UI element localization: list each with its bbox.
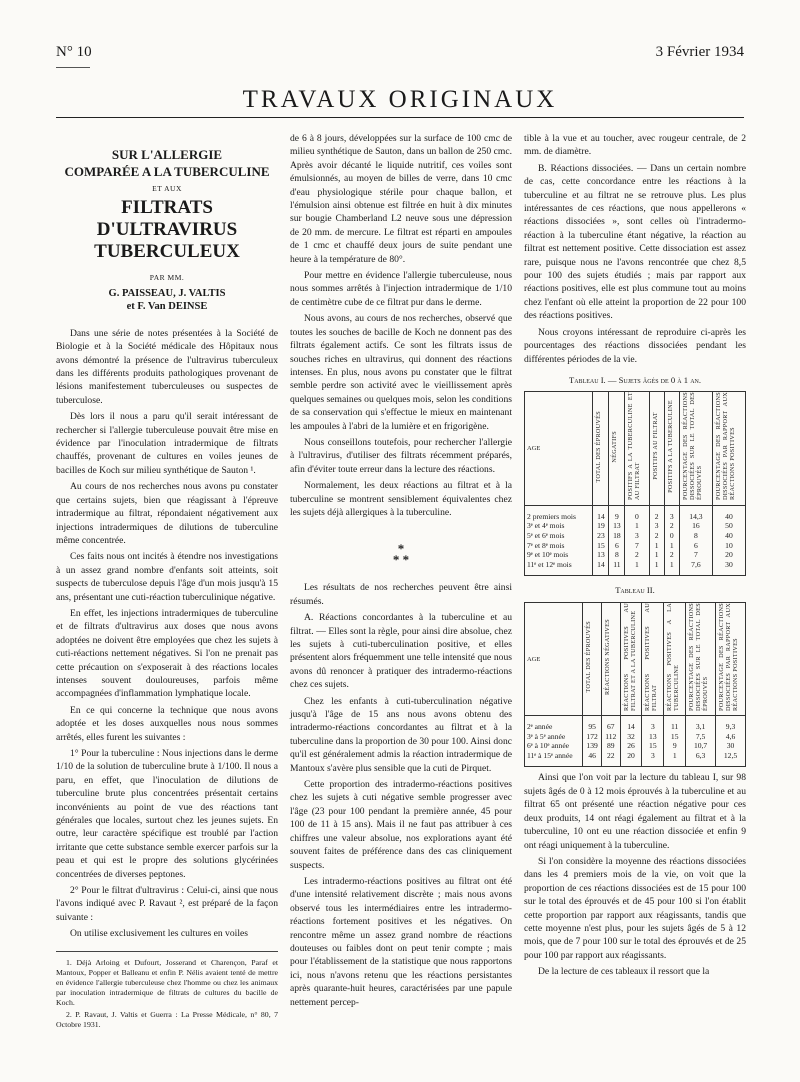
table-cell: 15: [642, 741, 664, 751]
column-2-results: [290, 611, 512, 1009]
footnotes: [56, 951, 278, 1030]
table-cell: 112: [602, 732, 621, 742]
table-cell: 30: [712, 560, 745, 576]
paragraph: Au cours de nos recherches nous avons pu constater que certains sujets, bien que réagissant à l'épreuve intradermique au filtrat, répondaient négativement aux injections intradermiques de dilutions de tuberculine même concentrée.: [56, 481, 278, 546]
table-cell: 11: [609, 560, 625, 576]
table-cell: 11ᵉ et 12ᵉ mois: [525, 560, 593, 576]
paragraph: En effet, les injections intradermiques de tuberculine et de filtrats d'ultravirus aux doses que nous avons adoptées ne doivent être employées que chez les sujets à cuti-réactions nettement négatives. Si l'on ne prenait pas cette précaution on s'exposerait à des réactions locales intenses souvent douloureuses, parfois même accompagnées d'inflammation lymphatique locale.: [56, 607, 278, 700]
section-separator: * * *: [392, 541, 410, 568]
table-row: [525, 541, 746, 551]
table-cell: 4,6: [716, 732, 746, 742]
article-title-line4: TUBERCULEUX: [94, 241, 240, 263]
table-cell: 14: [593, 560, 609, 576]
table-row: [525, 732, 746, 742]
results-intro: Les résultats de nos recherches peuvent être ainsi résumés.: [290, 582, 512, 607]
table-cell: 2ᵉ année: [525, 716, 583, 732]
table-cell: 1: [664, 751, 686, 767]
article-title-conjunction: ET AUX: [152, 184, 182, 193]
section-title: TRAVAUX ORIGINAUX: [242, 86, 558, 113]
table-cell: 3: [642, 716, 664, 732]
table-row: [525, 751, 746, 767]
table-header-cell: POURCENTAGE DES RÉACTIONS DISSOCIÉES SUR LE TOTAL DES ÉPROUVÉS: [686, 602, 716, 715]
table-cell: 8: [679, 531, 712, 541]
table-cell: 2: [649, 531, 664, 541]
table-cell: 9,3: [716, 716, 746, 732]
table-cell: 1: [664, 560, 679, 576]
table-header-cell: RÉACTIONS POSITIVES A LA TUBERCULINE: [664, 602, 686, 715]
paragraph: De la lecture de ces tableaux il ressort que la: [538, 966, 710, 978]
table-header-cell: POSITIFS AU FILTRAT: [649, 392, 664, 505]
table-cell: 95: [583, 716, 602, 732]
table-cell: 26: [620, 741, 642, 751]
paragraph: tible à la vue et au toucher, avec rougeur centrale, de 2 mm. de diamètre.: [524, 133, 746, 158]
table-cell: 7: [679, 550, 712, 560]
column-1-body: [56, 327, 278, 941]
issue-date: 3 Février 1934: [655, 44, 744, 60]
paragraph: Ainsi que l'on voit par la lecture du tableau I, sur 98 sujets âgés de 0 à 12 mois éprouvés à la tuberculine et au filtrat 65 ont présenté une réaction négative pour ces deux produits, 14 ont réagi également au filtrat et à la tuberculine, 10 ont eu une réaction dissociée et enfin 9 ont réagi uniquement à la tuberculine.: [524, 772, 746, 851]
table-cell: 10,7: [686, 741, 716, 751]
table-cell: 3: [664, 505, 679, 521]
article-title-line1: SUR L'ALLERGIE: [111, 147, 223, 162]
paragraph: Dans une série de notes présentées à la Société de Biologie et à la Société médicale des Hôpitaux nous avons démontré la présence de l'ultravirus tuberculeux dans les différents produits pathologiques provenant de lésions manifestement tuberculeuses ou suspectes de tuberculose.: [56, 327, 278, 406]
title-rule: [56, 117, 744, 118]
table-row: [525, 531, 746, 541]
paragraph: A. Réactions concordantes à la tuberculine et au filtrat. — Elles sont la règle, pour ainsi dire absolue, chez les sujets à cuti-tuberculination positive, et elles présentent alors fréquemment une telle intensité que nous avons dû renoncer à pratiquer des intradermo-réactions chez ces sujets.: [290, 612, 512, 691]
article-title-line3: FILTRATS D'ULTRAVIRUS: [96, 197, 238, 241]
table-cell: 3ᵉ à 5ᵉ année: [525, 732, 583, 742]
paragraph: Les intradermo-réactions positives au filtrat ont été d'une intensité relativement discrète ; mais nous avons observé tous les intermédiaires entre les intradermo-réactions fortement positives et les négatives. On rencontre même un assez grand nombre de réactions douteuses ou faibles dont on peut tenir compte ; mais pour l'établissement de la statistique que nous rapportons ici, nous n'avons retenu que les réactions persistantes après quarante-huit heures, caractérisées par une papule nettement percep-: [290, 875, 512, 1008]
table-cell: 46: [583, 751, 602, 767]
paragraph: En ce qui concerne la technique que nous avons adoptée et les doses auxquelles nous nous sommes arrêtés, elles furent les suivantes :: [56, 704, 278, 743]
table-2-caption: Tableau II.: [615, 585, 655, 596]
table-cell: 89: [602, 741, 621, 751]
table-cell: 5ᵉ et 6ᵉ mois: [525, 531, 593, 541]
paragraph: B. Réactions dissociées. — Dans un certain nombre de cas, cette concordance entre les réactions à la tuberculine et au filtrat ne se retrouve plus. Les plus intéressantes de ces réactions, que nous appellerons « réactions dissociées », sont celles où l'intradermo-réaction à la tuberculine étant négative, la réaction au filtrat est nettement positive. Cette dissociation est assez rare, puisque nous ne l'avons rencontrée que chez 8,5 pour 100 des sujets étudiés ; mais par rapport aux réactions positives, elle est plus commune tout au moins chez l'enfant où elle atteint la proportion de 22 pour 100 des réactions positives.: [524, 162, 746, 322]
table-cell: 2: [625, 550, 649, 560]
table-1: [524, 391, 746, 576]
table-cell: 0: [625, 505, 649, 521]
article-authors-1: G. PAISSEAU, J. VALTIS: [108, 287, 226, 299]
table-cell: 50: [712, 521, 745, 531]
table-cell: 13: [593, 550, 609, 560]
table-cell: 16: [679, 521, 712, 531]
paragraph: 1° Pour la tuberculine : Nous injections dans le derme 1/10 de la solution de tuberculine brute à 1/100. Il nous a paru, en effet, que l'inoculation de dilutions de tuberculine brute plus concentrées présentait certains inconvénients au point de vue des réactions tant générales que locales, surtout chez les jeunes sujets. En outre, leur caractère spécifique est troublé par l'action irritante que cette substance semble exercer parfois sur la peau et qui est le propre des solutions glycérinées concentrées de diverses peptones.: [56, 748, 278, 880]
table-cell: 6ᵉ à 10ᵉ année: [525, 741, 583, 751]
table-cell: 14: [593, 505, 609, 521]
table-row: [525, 521, 746, 531]
paragraph: Nous avons, au cours de nos recherches, observé que toutes les souches de bacille de Koch ne donnent pas des filtrats également actifs. Ce sont les filtrats issus de souches riches en ultravirus, qui donnent des réactions intenses. En plus, nous avons pu constater que le filtrat semble perdre son activité avec le vieillissement après quelques semaines ou quelques mois, selon les conditions de sa conservation qui s'effectue le mieux en maintenant les ampoules à l'abri de la lumière et en frigorigène.: [290, 313, 512, 432]
table-cell: 2: [664, 550, 679, 560]
table-cell: 67: [602, 716, 621, 732]
article-heading: [56, 146, 278, 313]
table-cell: 2: [664, 521, 679, 531]
paragraph: de 6 à 8 jours, développées sur la surface de 100 cmc de milieu synthétique de Sauton, dans un ballon de 250 cmc. Après avoir décanté le liquide nutritif, ces voiles sont émulsionnés, au moyen de billes de verre, dans 10 cmc d'eau physiologique stérile pour chaque ballon, et l'émulsion ainsi obtenue est filtrée en huit à dix minutes sur bougie Chamberland L2 neuve sous une dépression de 20 mm. de mercure. Le filtrat est réparti en ampoules de 1 cmc et chauffé deux jours de suite pendant une heure à la température de 80°.: [290, 133, 512, 265]
table-header-cell: RÉACTIONS POSITIVES AU FILTRAT: [642, 602, 664, 715]
table-cell: 1: [625, 560, 649, 576]
table-cell: 23: [593, 531, 609, 541]
header-rule: [56, 67, 90, 68]
table-cell: 10: [712, 541, 745, 551]
table-header-cell: RÉACTIONS POSITIVES AU FILTRAT ET A LA TUBERCULINE: [620, 602, 642, 715]
article-par: PAR MM.: [149, 273, 185, 283]
table-cell: 13: [609, 521, 625, 531]
paragraph: Cette proportion des intradermo-réactions positives chez les sujets à cuti négative semble progresser avec l'âge (23 pour 100 pendant la première année, 45 pour 100 de 11 à 15 ans). Mais il ne faut pas attribuer à ces chiffres une valeur absolue, nos explorations ayant été souvent faites de préférence dans des cas cliniquement suspects.: [290, 779, 512, 871]
table-row: [525, 560, 746, 576]
table-row: [525, 741, 746, 751]
paragraph: Dès lors il nous a paru qu'il serait intéressant de rechercher si l'allergie tuberculeuse pouvait être mise en évidence par l'inoculation intradermique de filtrats chauffés, provenant de cultures en voiles jeunes de bacilles de Koch sur milieu synthétique de Sauton ¹.: [56, 411, 278, 476]
table-cell: 14,3: [679, 505, 712, 521]
table-cell: 11ᵉ à 15ᵉ année: [525, 751, 583, 767]
paragraph: Normalement, les deux réactions au filtrat et à la tuberculine se montrent sensiblement équivalentes chez les sujets déjà allergiques à la tuberculine.: [290, 480, 512, 518]
table-cell: 20: [712, 550, 745, 560]
paragraph: On utilise exclusivement les cultures en voiles: [70, 928, 248, 940]
table-header-cell: POURCENTAGE DES RÉACTIONS DISSOCIÉES PAR RAPPORT AUX RÉACTIONS POSITIVES: [712, 392, 745, 505]
table-cell: 1: [625, 521, 649, 531]
table-cell: 3: [649, 521, 664, 531]
column-3-body: [524, 132, 746, 366]
paragraph: Pour mettre en évidence l'allergie tuberculeuse, nous nous sommes arrêtés à l'injection intradermique de 1/10 de centimètre cube de ce filtrat pur dans le derme.: [290, 270, 512, 308]
table-cell: 1: [649, 560, 664, 576]
table-cell: 13: [642, 732, 664, 742]
table-header-cell: RÉACTIONS NÉGATIVES: [602, 602, 621, 715]
table-cell: 19: [593, 521, 609, 531]
article-title-line2: COMPARÉE A LA TUBERCULINE: [64, 164, 270, 179]
table-cell: 8: [609, 550, 625, 560]
paragraph: Nous conseillons toutefois, pour rechercher l'allergie à l'ultravirus, d'utiliser des filtrats récemment préparés, afin d'éviter toute erreur dans la lecture des réactions.: [290, 436, 512, 475]
table-cell: 3: [642, 751, 664, 767]
table-cell: 3,1: [686, 716, 716, 732]
column-1: [56, 132, 278, 1032]
table-cell: 1: [664, 541, 679, 551]
table-cell: 9: [664, 741, 686, 751]
footnote: 1. Déjà Arloing et Dufourt, Josserand et Charençon, Paraf et Mantoux, Popper et Balleanu et enfin P. Nélis avaient tenté de mettre en évidence l'allergie tuberculeuse chez l'homme ou chez les animaux par inoculation intradermique de filtrats de cultures du bacille de Koch.: [56, 957, 278, 1007]
table-row: [525, 505, 746, 521]
table-cell: 6: [609, 541, 625, 551]
table-header-cell: AGE: [525, 392, 593, 505]
table-cell: 1: [649, 541, 664, 551]
table-cell: 139: [583, 741, 602, 751]
table-cell: 20: [620, 751, 642, 767]
table-header-cell: POURCENTAGE DES RÉACTIONS DISSOCIÉES PAR RAPPORT AUX RÉACTIONS POSITIVES: [716, 602, 746, 715]
table-2: [524, 602, 746, 768]
running-header: [56, 44, 744, 64]
table-cell: 14: [620, 716, 642, 732]
table-header-cell: POURCENTAGE DES RÉACTIONS DISSOCIÉES SUR LE TOTAL DES ÉPROUVÉS: [679, 392, 712, 505]
table-cell: 18: [609, 531, 625, 541]
paragraph: Chez les enfants à cuti-tuberculination négative jusqu'à l'âge de 15 ans nous avons obtenu des intradermo-réactions concordantes au filtrat et à la tuberculine dans la proportion de 30 pour 100. Ainsi donc qu'il est généralement admis la réaction intradermique de Mantoux s'avère plus sensible que la cuti de Pirquet.: [290, 695, 512, 774]
table-1-caption: Tableau I. — Sujets âgés de 0 à 1 an.: [568, 374, 702, 385]
table-cell: 7,5: [686, 732, 716, 742]
column-2-body: [290, 132, 512, 519]
paragraph: Si l'on considère la moyenne des réactions dissociées dans les 4 premiers mois de la vie, on voit que la proportion de ces réactions dissociées est de 15 pour 100 sur le total des éprouvés et de 45 pour 100 si l'on établit cette proportion par rapport aux réagissants, tandis que cette moyenne n'est plus, pour les sujets âgés de 5 à 12 mois, que de 7 pour 100 sur le total des éprouvés et de 25 pour 100 par rapport aux réagissants.: [524, 855, 746, 961]
column-3: [524, 132, 746, 982]
table-header-cell: TOTAL DES ÉPROUVÉS: [593, 392, 609, 505]
column-3-discussion: [524, 771, 746, 978]
table-cell: 3: [625, 531, 649, 541]
table-cell: 2: [649, 505, 664, 521]
table-cell: 12,5: [716, 751, 746, 767]
table-header-cell: POSITIFS A LA TUBERCULINE: [664, 392, 679, 505]
table-cell: 6,3: [686, 751, 716, 767]
paragraph: Nous croyons intéressant de reproduire ci-après les pourcentages des réactions dissociées pendant les différentes périodes de la vie.: [524, 326, 746, 365]
column-2: [290, 132, 512, 1012]
table-header-cell: NÉGATIFS: [609, 392, 625, 505]
table-cell: 6: [679, 541, 712, 551]
table-cell: 0: [664, 531, 679, 541]
table-cell: 1: [649, 550, 664, 560]
table-cell: 22: [602, 751, 621, 767]
table-header-cell: POSITIFS A LA TUBERCULINE ET AU FILTRAT: [625, 392, 649, 505]
issue-number: N° 10: [56, 44, 92, 60]
table-row: [525, 716, 746, 732]
table-cell: 2 premiers mois: [525, 505, 593, 521]
table-cell: 9ᵉ et 10ᵉ mois: [525, 550, 593, 560]
table-cell: 3ᵉ et 4ᵉ mois: [525, 521, 593, 531]
table-cell: 172: [583, 732, 602, 742]
table-cell: 11: [664, 716, 686, 732]
table-cell: 7: [625, 541, 649, 551]
table-header-cell: AGE: [525, 602, 583, 715]
table-header-cell: TOTAL DES ÉPROUVÉS: [583, 602, 602, 715]
footnote: 2. P. Ravaut, J. Valtis et Guerra : La Presse Médicale, n° 80, 7 Octobre 1931.: [56, 1009, 278, 1029]
table-row: [525, 550, 746, 560]
table-cell: 7,6: [679, 560, 712, 576]
table-cell: 7ᵉ et 8ᵉ mois: [525, 541, 593, 551]
table-cell: 15: [664, 732, 686, 742]
table-cell: 30: [716, 741, 746, 751]
table-cell: 40: [712, 505, 745, 521]
paragraph: 2° Pour le filtrat d'ultravirus : Celui-ci, ainsi que nous l'avons indiqué avec P. Ravaut ², est préparé de la façon suivante :: [56, 885, 278, 923]
table-cell: 15: [593, 541, 609, 551]
table-cell: 40: [712, 531, 745, 541]
table-cell: 32: [620, 732, 642, 742]
paragraph: Ces faits nous ont incités à étendre nos investigations à un assez grand nombre d'enfants soit atteints, soit suspects de tuberculose depuis l'âge d'un mois jusqu'à 15 ans, présentant une cuti-réaction tuberculinique négative.: [56, 551, 278, 603]
article-authors-2: et F. Van DEINSE: [126, 300, 208, 312]
table-cell: 9: [609, 505, 625, 521]
